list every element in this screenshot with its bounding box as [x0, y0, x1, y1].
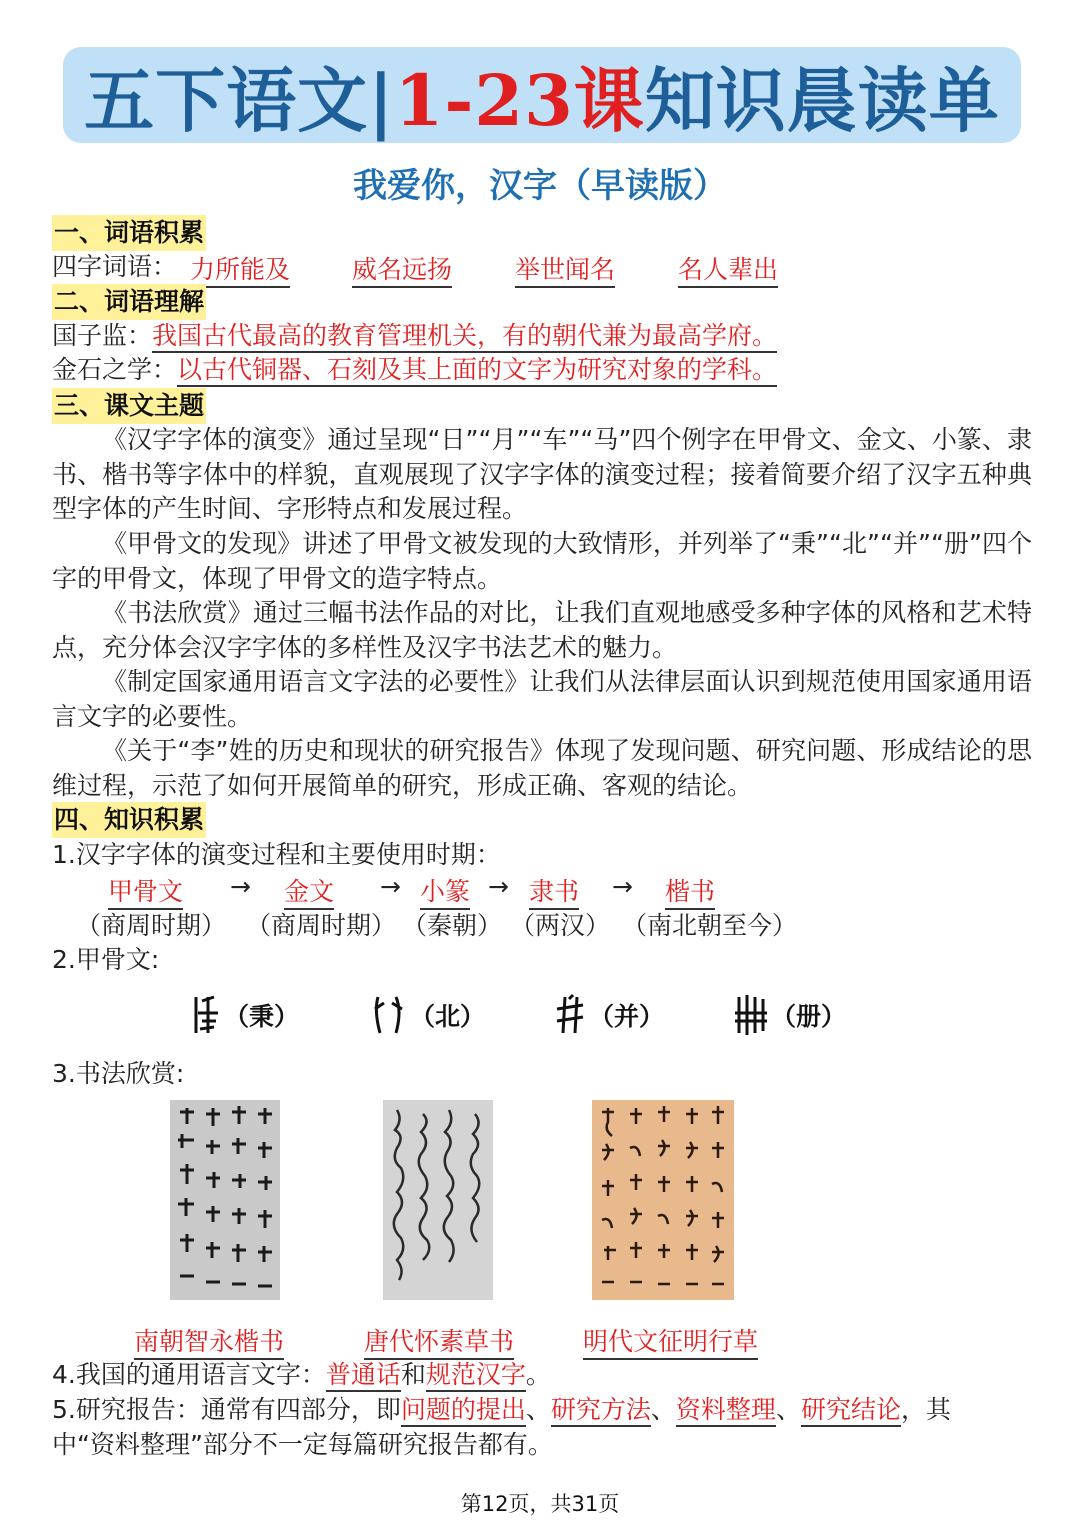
- page-footer: 第12页，共31页: [460, 1492, 620, 1516]
- separator: 、: [775, 1395, 801, 1424]
- definition-row: [52, 319, 777, 353]
- calligraphy-wenzhengming-image: [592, 1100, 734, 1300]
- oracle-bing2-icon: [555, 993, 585, 1037]
- item-4-end: 。: [525, 1360, 551, 1389]
- word-1: 力所能及: [190, 250, 290, 288]
- item-4-prefix: 4.我国的通用语言文字：: [52, 1360, 326, 1389]
- theme-paragraph: 《书法欣赏》通过三幅书法作品的对比，让我们直观地感受多种字体的风格和艺术特点，充分体会汉字字体的多样性及汉字书法艺术的魅力。: [52, 598, 1032, 662]
- item-5-prefix: 5.研究报告：通常有四部分，即: [52, 1395, 401, 1424]
- theme-paragraph: 《制定国家通用语言文字法的必要性》让我们从法律层面认识到规范使用国家通用语言文字的必要性。: [52, 667, 1032, 731]
- item-3-label: 3.书法欣赏:: [52, 1059, 185, 1088]
- definition: 我国古代最高的教育管理机关，有的朝代兼为最高学府。: [152, 321, 777, 353]
- theme-paragraph: 《甲骨文的发现》讲述了甲骨文被发现的大致情形，并列举了“秉”“北”“并”“册”四个字的甲骨文，体现了甲骨文的造字特点。: [52, 529, 1032, 593]
- item-4-mid: 和: [400, 1360, 426, 1389]
- oracle-bing-icon: [192, 993, 220, 1037]
- word-4: 名人辈出: [678, 250, 778, 288]
- period: （两汉）: [510, 911, 611, 940]
- word-2: 威名远扬: [352, 250, 452, 288]
- definition: 以古代铜器、石刻及其上面的文字为研究对象的学科。: [177, 355, 777, 387]
- words-label: 四字词语：: [52, 252, 178, 281]
- caption-zhiyong: 南朝智永楷书: [134, 1322, 284, 1360]
- word-3: 举世闻名: [515, 250, 615, 288]
- report-part-4: 研究结论: [801, 1395, 901, 1427]
- definition-row: [52, 353, 777, 387]
- period: （商周时期）: [246, 911, 397, 940]
- arrow-icon: →: [230, 872, 251, 901]
- item-2-label: 2.甲骨文:: [52, 945, 160, 974]
- oracle-ce: [733, 993, 846, 1037]
- separator: 、: [525, 1395, 551, 1424]
- oracle-ce-label: （册）: [771, 1002, 847, 1031]
- report-part-1: 问题的提出: [401, 1395, 526, 1427]
- report-part-2: 研究方法: [551, 1395, 651, 1427]
- separator: 、: [650, 1395, 676, 1424]
- section-heading-2: 二、词语理解: [52, 284, 206, 320]
- caption-wenzhengming: 明代文征明行草: [583, 1322, 758, 1360]
- title-left: 五下语文|: [84, 58, 395, 142]
- item-5-tail: ，其: [900, 1395, 951, 1424]
- oracle-bing-label: （秉）: [224, 1002, 300, 1031]
- report-part-3: 资料整理: [676, 1395, 776, 1427]
- arrow-icon: →: [488, 872, 509, 901]
- item-1-label: 1.汉字字体的演变过程和主要使用时期：: [52, 840, 501, 869]
- calligraphy-zhiyong-image: [170, 1100, 280, 1300]
- oracle-bing2: [555, 993, 664, 1037]
- period: （南北朝至今）: [622, 911, 798, 940]
- title-banner: [63, 47, 1021, 143]
- oracle-bei: [372, 993, 485, 1037]
- item-5-line: [52, 1393, 951, 1427]
- caption-huaisu: 唐代怀素草书: [364, 1322, 514, 1360]
- script-regular: 楷书: [665, 872, 715, 910]
- theme-paragraph: 《汉字字体的演变》通过呈现“日”“月”“车”“马”四个例字在甲骨文、金文、小篆、隶书、楷书等字体中的样貌，直观展现了汉字字体的演变过程；接着简要介绍了汉字五种典型字体的产生时间、字形特点和发展过程。: [52, 425, 1032, 523]
- script-clerical: 隶书: [529, 872, 579, 910]
- item-5-line-2: 中“资料整理”部分不一定每篇研究报告都有。: [52, 1430, 553, 1459]
- section-heading-1: 一、词语积累: [52, 215, 206, 251]
- theme-paragraph: 《关于“李”姓的历史和现状的研究报告》体现了发现问题、研究问题、形成结论的思维过程，示范了如何开展简单的研究，形成正确、客观的结论。: [52, 736, 1032, 800]
- arrow-icon: →: [380, 872, 401, 901]
- title-red: 1-23课: [394, 58, 645, 142]
- oracle-bing2-label: （并）: [589, 1002, 665, 1031]
- script-small-seal: 小篆: [420, 872, 470, 910]
- script-oracle-bone: 甲骨文: [108, 872, 183, 910]
- section-heading-3: 三、课文主题: [52, 388, 206, 424]
- period: （秦朝）: [402, 911, 503, 940]
- calligraphy-huaisu-image: [383, 1100, 493, 1300]
- arrow-icon: →: [612, 872, 633, 901]
- oracle-ce-icon: [733, 993, 767, 1037]
- item-4-a: 普通话: [326, 1360, 401, 1392]
- item-4-line: [52, 1358, 551, 1392]
- item-4-b: 规范汉字: [426, 1360, 526, 1392]
- script-bronze: 金文: [284, 872, 334, 910]
- title-right: 知识晨读单: [644, 58, 1000, 142]
- four-char-words-line: [52, 250, 177, 284]
- period: （商周时期）: [76, 911, 227, 940]
- oracle-bei-icon: [372, 993, 406, 1037]
- oracle-bei-label: （北）: [410, 1002, 486, 1031]
- subtitle: 我爱你，汉字（早读版）: [353, 166, 727, 206]
- term: 金石之学：: [52, 355, 178, 384]
- section-heading-4: 四、知识积累: [52, 802, 206, 838]
- term: 国子监：: [52, 321, 153, 350]
- oracle-bing: [192, 993, 299, 1037]
